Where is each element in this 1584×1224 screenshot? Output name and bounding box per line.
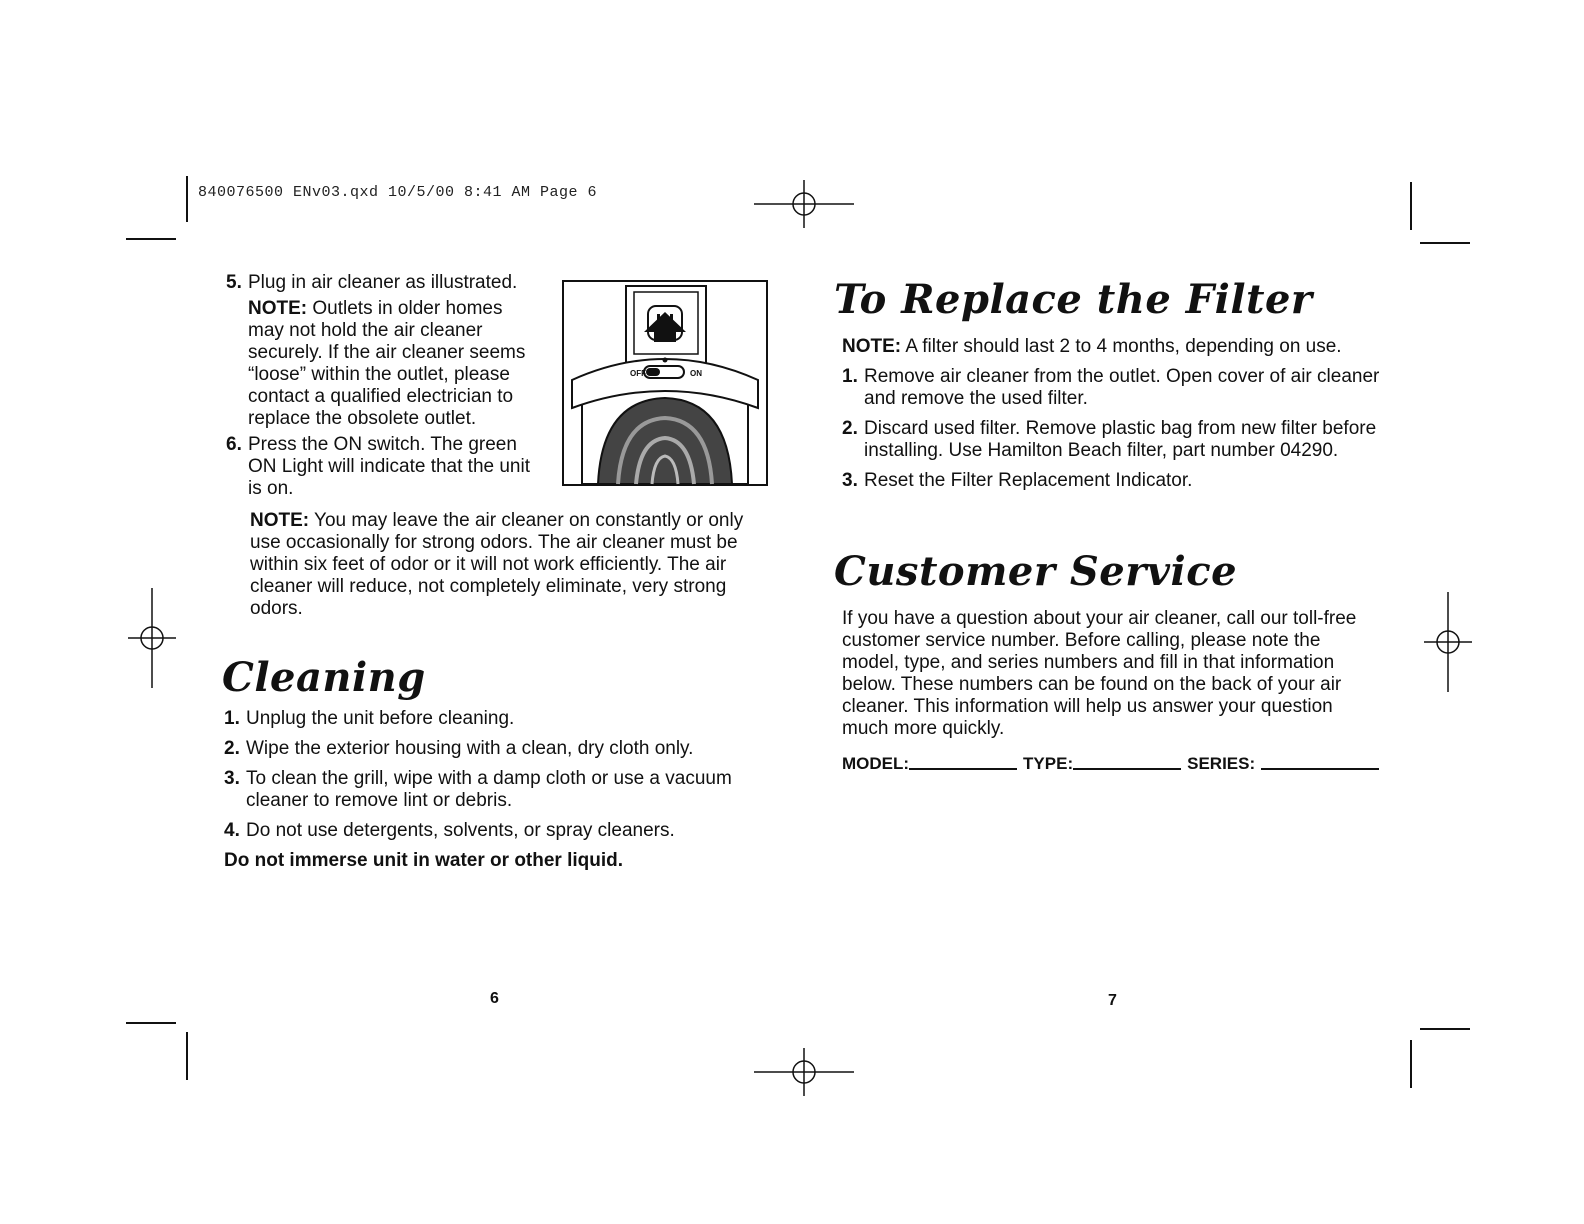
air-cleaner-outlet-illustration [562, 280, 768, 486]
crop-mark-bottom-right-v [1410, 1040, 1412, 1088]
crop-mark-top-right-v [1410, 182, 1412, 230]
step-text: Reset the Filter Replacement Indicator. [864, 470, 1193, 491]
step-number: 2. [224, 738, 240, 759]
note-label: NOTE: [250, 510, 310, 531]
step-text: Wipe the exterior housing with a clean, dry cloth only. [246, 738, 694, 759]
note-label: NOTE: [842, 336, 902, 357]
note-outlets [248, 298, 536, 430]
registration-mark-left-icon [128, 588, 176, 688]
note-label: NOTE: [248, 298, 308, 319]
note-usage [250, 510, 760, 620]
note-text: Outlets in older homes may not hold the air cleaner securely. If the air cleaner seems “loose” within the outlet, please contact a qualified electrician to replace the obsolete outlet. [248, 298, 526, 429]
crop-mark-top-right-h [1420, 242, 1470, 244]
note-text: You may leave the air cleaner on constantly or only use occasionally for strong odors. The air cleaner must be within six feet of odor or it will not work efficiently. The air cleaner will reduce, not completely eliminate, very strong odors. [250, 510, 744, 619]
step-text: Discard used filter. Remove plastic bag from new filter before installing. Use Hamilton Beach filter, part number 04290. [864, 418, 1377, 461]
step-number: 2. [842, 418, 858, 439]
registration-mark-top-icon [754, 180, 854, 228]
list-item [842, 366, 1382, 410]
step-text: Press the ON switch. The green ON Light will indicate that the unit is on. [248, 434, 530, 499]
list-item [226, 434, 536, 500]
step-text: To clean the grill, wipe with a damp cloth or use a vacuum cleaner to remove lint or debris. [246, 768, 732, 811]
note-text: A filter should last 2 to 4 months, depending on use. [905, 336, 1342, 357]
model-label: MODEL: [842, 754, 910, 773]
type-label: TYPE: [1023, 754, 1074, 773]
series-label: SERIES: [1187, 754, 1256, 773]
step-number: 5. [226, 272, 242, 293]
off-label: OFF [630, 369, 646, 378]
crop-mark-top-left-v [186, 176, 188, 222]
type-field[interactable] [1073, 767, 1181, 770]
model-type-series-fields [842, 754, 1402, 774]
customer-service-heading: Customer Service [834, 548, 1238, 595]
crop-mark-top-left-h [126, 238, 176, 240]
step-number: 1. [842, 366, 858, 387]
step-number: 1. [224, 708, 240, 729]
crop-mark-bottom-right-h [1420, 1028, 1470, 1030]
cleaning-list [224, 708, 784, 872]
step-number: 4. [224, 820, 240, 841]
step-number: 3. [224, 768, 240, 789]
registration-mark-right-icon [1424, 592, 1472, 692]
step-text: Remove air cleaner from the outlet. Open cover of air cleaner and remove the used filter. [864, 366, 1380, 409]
filter-section [842, 336, 1382, 500]
step-text: Unplug the unit before cleaning. [246, 708, 515, 729]
list-item [224, 738, 784, 760]
step-text: Plug in air cleaner as illustrated. [248, 272, 518, 293]
customer-service-text: If you have a question about your air cleaner, call our toll-free customer service number. Before calling, please note the model, type, and series numbers and fill in that information below. These numbers can be found on the back of your air cleaner. This information will help us answer your question much more quickly. [842, 608, 1357, 739]
on-label: ON [690, 369, 702, 378]
step-number: 6. [226, 434, 242, 455]
step-text: Do not use detergents, solvents, or spray cleaners. [246, 820, 675, 841]
registration-mark-bottom-icon [754, 1048, 854, 1096]
cleaning-warning: Do not immerse unit in water or other liquid. [224, 850, 624, 871]
page-number-right: 7 [1108, 992, 1117, 1009]
cleaning-heading: Cleaning [222, 654, 426, 701]
step-number: 3. [842, 470, 858, 491]
list-item [842, 418, 1382, 462]
list-item [224, 708, 784, 730]
page-number-left: 6 [490, 990, 499, 1007]
list-item [224, 768, 784, 812]
list-item [224, 820, 784, 842]
list-item [842, 470, 1382, 492]
crop-mark-bottom-left-h [126, 1022, 176, 1024]
filter-note [842, 336, 1382, 358]
list-item [226, 272, 536, 294]
series-field[interactable] [1261, 767, 1379, 770]
steps-plug-in [226, 272, 536, 500]
model-field[interactable] [909, 767, 1017, 770]
printer-slug: 840076500 ENv03.qxd 10/5/00 8:41 AM Page 6 [198, 184, 598, 201]
crop-mark-bottom-left-v [186, 1032, 188, 1080]
filter-heading: To Replace the Filter [834, 276, 1313, 323]
